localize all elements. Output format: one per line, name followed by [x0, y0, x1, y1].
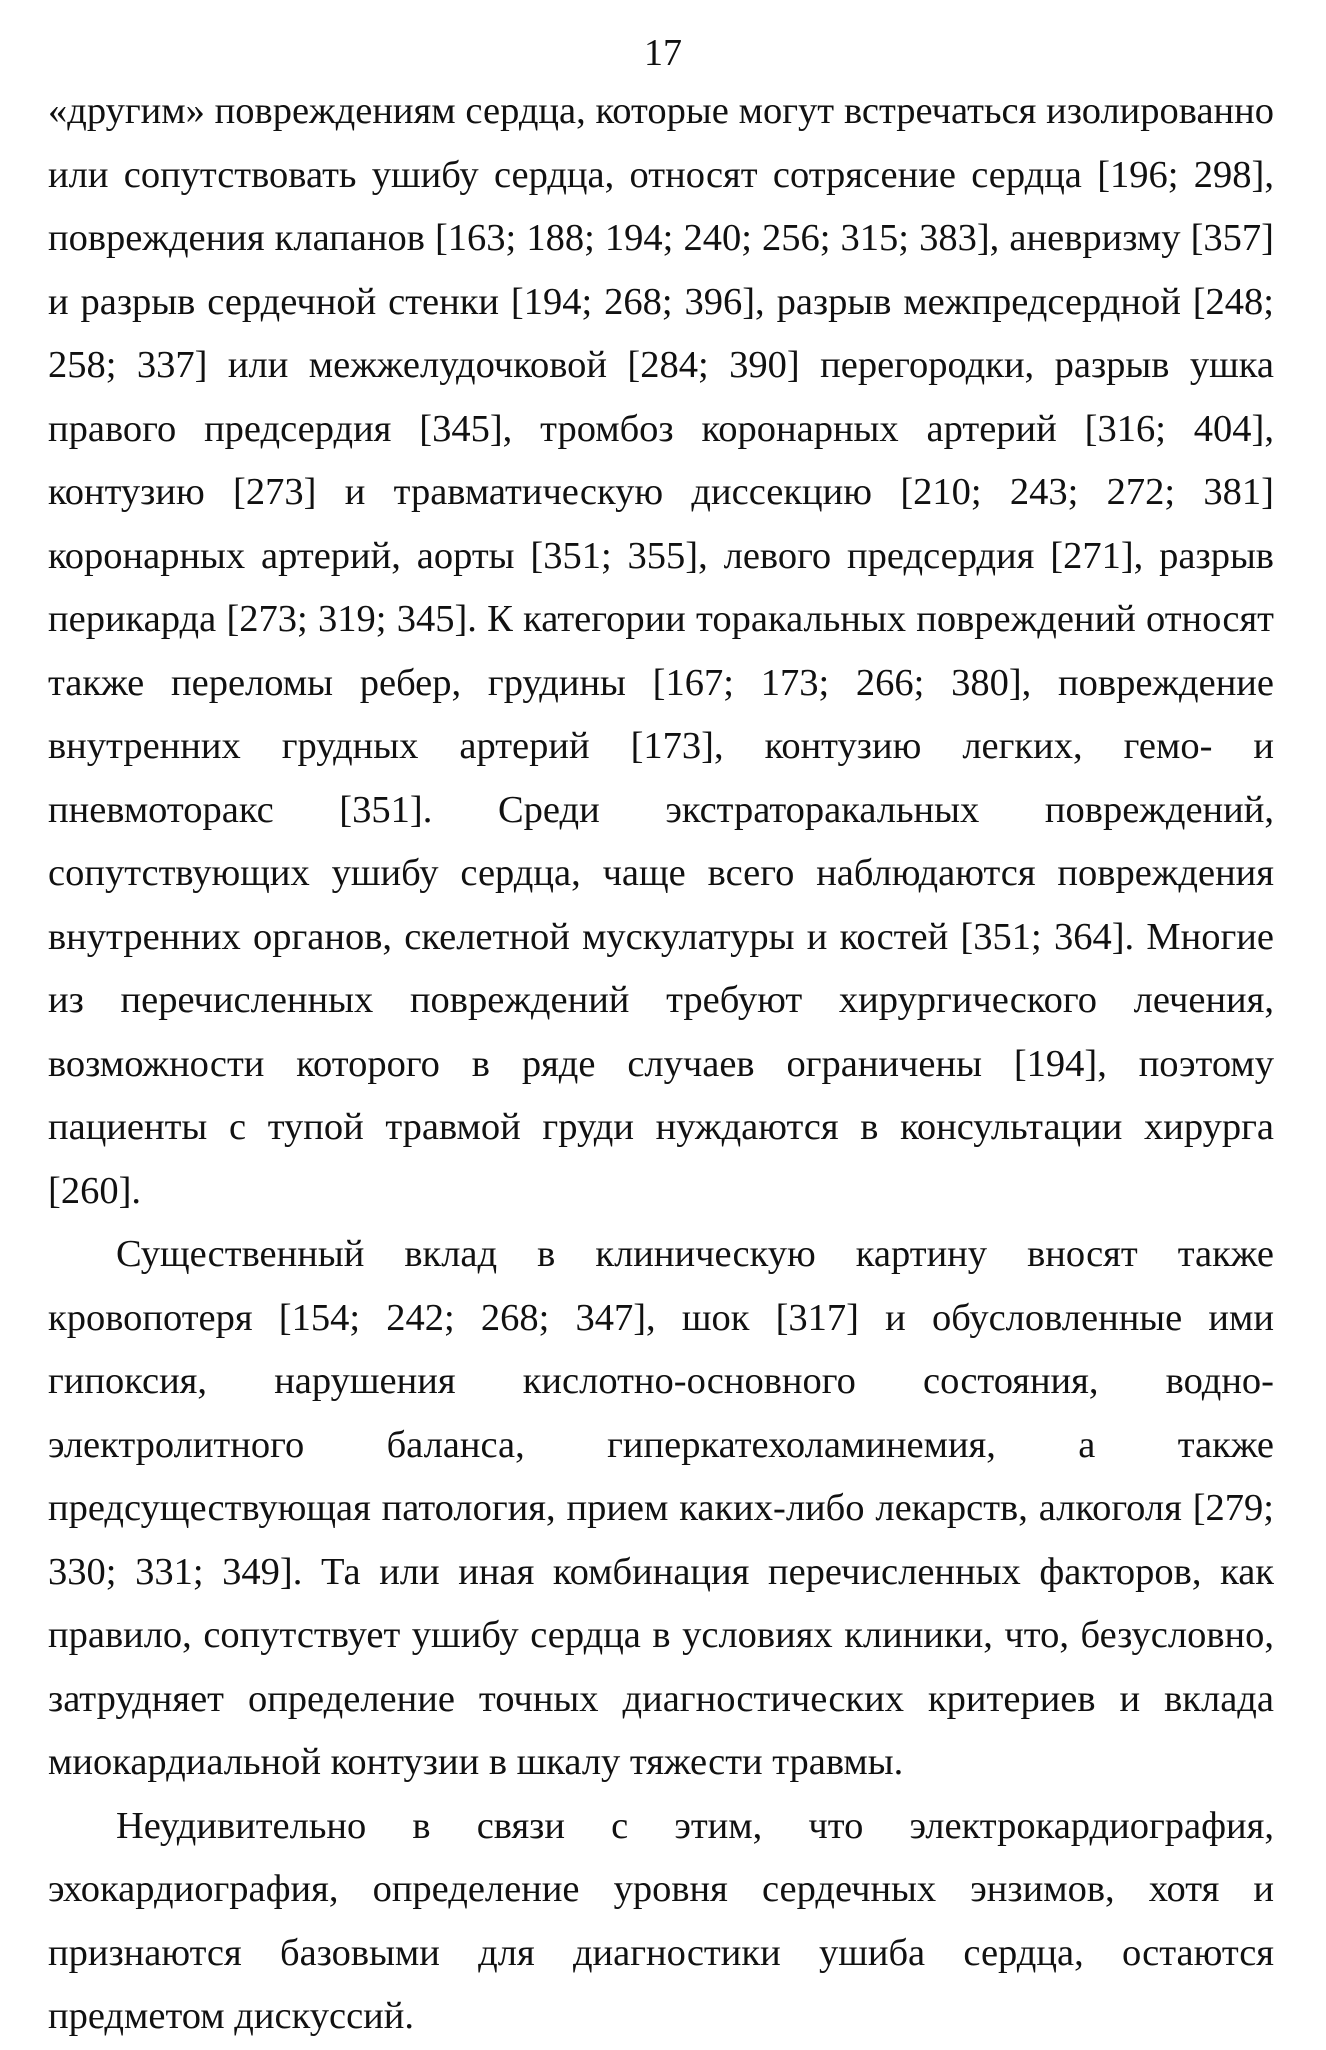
page-number: 17 [644, 32, 682, 74]
paragraph-diagnostics: Неудивительно в связи с этим, что электрокардиография, эхокардиография, определение уровня сердечных энзимов, хотя и признаются базовыми для диагностики ушиба сердца, остаются предметом дискуссий. [48, 1804, 1274, 2037]
paragraph-clinical-picture: Существенный вклад в клиническую картину вносят также кровопотеря [154; 242; 268; 347], шок [317] и обусловленные ими гипоксия, нарушения кислотно-основного состояния, водно-электролитного баланса, гиперкатехоламинемия, а также предсуществующая патология, прием каких-либо лекарств, алкоголя [279; 330; 331; 349]. Та или иная комбинация перечисленных факторов, как правило, сопутствует ушибу сердца в условиях клиники, что, безусловно, затрудняет определение точных диагностических критериев и вклада миокардиальной контузии в шкалу тяжести травмы. [48, 1233, 1274, 1783]
paragraph-continuation: «другим» повреждениям сердца, которые могут встречаться изолированно или сопутствовать ушибу сердца, относят сотрясение сердца [196; 298], повреждения клапанов [163; 188; 194; 240; 256; 315; 383], аневризму [357] и разрыв сердечной стенки [194; 268; 396], разрыв межпредсердной [248; 258; 337] или межжелудочковой [284; 390] перегородки, разрыв ушка правого предсердия [345], тромбоз коронарных артерий [316; 404], контузию [273] и травматическую диссекцию [210; 243; 272; 381] коронарных артерий, аорты [351; 355], левого предсердия [271], разрыв перикарда [273; 319; 345]. К категории торакальных повреждений относят также переломы ребер, грудины [167; 173; 266; 380], повреждение внутренних грудных артерий [173], контузию легких, гемо- и пневмоторакс [351]. Среди экстраторакальных повреждений, сопутствующих ушибу сердца, чаще всего наблюдаются повреждения внутренних органов, скелетной мускулатуры и костей [351; 364]. Многие из перечисленных повреждений требуют хирургического лечения, возможности которого в ряде случаев ограничены [194], поэтому пациенты с тупой травмой груди нуждаются в консультации хирурга [260]. [48, 90, 1274, 1212]
body-text [48, 80, 1274, 2049]
